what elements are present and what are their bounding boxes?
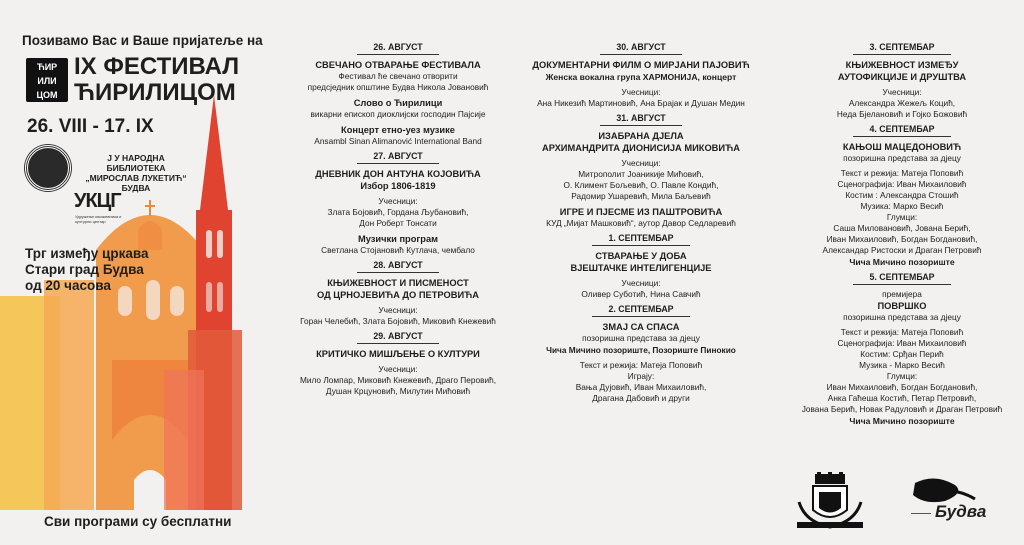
library-line-1: Ј У НАРОДНА БИБЛИОТЕКА [106,153,166,173]
date-header: 30. АВГУСТ [516,42,766,56]
credit-line: Костим: Срђан Перић [860,349,944,359]
cyrillic-festival-logo [26,58,68,102]
event-title: КРИТИЧКО МИШЉЕЊЕ О КУЛТУРИ [316,349,480,359]
credit-line: Александар Ристоски и Драган Петровић [822,245,982,255]
event-description: КУД „Мијат Машковић“, аутор Давор Седларевић [546,218,736,228]
event-title: ДНЕВНИК ДОН АНТУНА КОЈОВИЋА [315,169,481,179]
credit-line: Сценографија: Иван Михаиловић [837,179,967,189]
participants-label: Учесници: [621,278,661,288]
venue-line-3: од 20 часова [25,278,111,293]
credit-line: Саша Милованoвић, Јована Берић, [833,223,971,233]
program-column-3 [782,40,1022,427]
date-header: 1. СЕПТЕМБАР [516,233,766,247]
library-line-3: БУДВА [121,183,151,193]
budva-logo-text: Будва [935,502,987,521]
date-header: 28. АВГУСТ [282,260,514,274]
event-description: викарни епископ диоклијски господин Пајсије [310,109,486,119]
venue-info [25,246,148,294]
credit-line: Иван Михаиловић, Богдан Богдановић, [826,382,978,392]
festival-title [74,54,239,106]
participants: Александра Жежељ Коцић, [848,98,956,108]
event-title: АРХИМАНДРИТА ДИОНИСИЈА МИКОВИЋА [542,143,740,153]
program-column-1 [282,40,514,397]
participants: Митрополит Јоаникије Мићовић, [578,169,704,179]
participants-label: Учесници: [882,87,922,97]
date-header: 26. АВГУСТ [282,42,514,56]
participants: Злата Бојовић, Гордана Љубановић, [327,207,469,217]
event-title: СТВАРАЊЕ У ДОБА [595,251,687,261]
participants-label: Учесници: [378,305,418,315]
credit-line: Текст и режија: Матеја Поповић [840,168,964,178]
participants-label: Учесници: [378,196,418,206]
event-description: позоришна представа за дјецу [843,153,961,163]
event-description: Чича Мичино позориште, Позориште Пинокио [546,345,736,355]
date-header: 4. СЕПТЕМБАР [782,124,1022,138]
cast: Вања Дујовић, Иван Михаиловић, [575,382,707,392]
event-title: ВЈЕШТАЧКЕ ИНТЕЛИГЕНЦИЈЕ [570,263,712,273]
festival-title-line-1: IX ФЕСТИВАЛ [74,53,240,80]
credit-line: Музика: Марко Весић [860,201,944,211]
participants: Душан Крцуновић, Милутин Мићовић [325,386,471,396]
event-description: позоришна представа за дјецу [582,333,700,343]
festival-dates: 26. VIII - 17. IX [27,116,154,137]
event-title: КАЊОШ МАЦЕДОНОВИЋ [842,142,962,152]
theatre-name: Чича Мичино позориште [849,257,955,267]
festival-poster-panel [0,0,268,545]
program-column-2 [516,40,766,404]
event-title: СВЕЧАНО ОТВАРАЊЕ ФЕСТИВАЛА [315,60,481,70]
theatre-name: Чича Мичино позориште [849,416,955,426]
venue-line-2: Стари град Будва [25,262,144,277]
budva-coat-of-arms-icon [795,472,865,530]
participants: Горан Челебић, Злата Бојовић, Миковић Кнежевић [300,316,496,326]
credit-line: Иван Михаиловић, Богдан Богдановић, [826,234,978,244]
participants: Радомир Ушаревић, Мила Баљевић [571,191,711,201]
participants: Оливер Суботић, Нина Савчић [581,289,701,299]
event-title: ОД ЦРНОЈЕВИЋА ДО ПЕТРОВИЋА [316,290,479,300]
credit-line: Сценографија: Иван Михаиловић [837,338,967,348]
participants: О. Климент Бољевић, О. Павле Кондић, [563,180,719,190]
cast-label: Играју: [627,371,655,381]
event-description: позоришна представа за дјецу [843,312,961,322]
event-title: КЊИЖЕВНОСТ И ПИСМЕНОСТ [327,278,469,288]
date-header: 5. СЕПТЕМБАР [782,272,1022,286]
event-title: ЗМАЈ СА СПАСА [602,322,680,332]
director-credit: Текст и режија: Матеја Поповић [579,360,703,370]
credit-line: Јована Берић, Новак Радуловић и Драган Петровић [801,404,1003,414]
ukcg-subtitle: Удружење књижевника и културни центар [75,214,122,224]
credit-line: Глумци: [886,212,918,222]
participants-label: Учесници: [621,158,661,168]
event-description: Фестивал ће свечано отворити [338,71,458,81]
event-subtitle: ИГРЕ И ПЈЕСМЕ ИЗ ПАШТРОВИЋА [559,207,723,217]
credit-line: Музика - Марко Весић [859,360,945,370]
library-line-2: „МИРОСЛАВ ЛУКЕТИЋ“ [85,173,187,183]
participants: Ана Никезић Мартиновић, Ана Брајак и Душан Медин [537,98,745,108]
venue-line-1: Трг између цркава [25,246,149,261]
credit-line: Глумци: [886,371,918,381]
library-seal-icon [25,145,71,191]
ukcg-logo: УКЦГ [74,190,121,212]
cast: Драгана Дабовић и други [592,393,690,403]
participants-label: Учесници: [378,364,418,374]
logo-line-1: ЋИР [36,62,58,72]
event-subtitle: Слово о Ћирилици [353,98,443,108]
credit-line: Анка Гаћеша Костић, Петар Петровић, [827,393,977,403]
event-subtitle: Музички програм [357,234,439,244]
participants: Неда Бјелановић и Гојко Божовић [836,109,968,119]
event-title: ПОВРШКО [877,301,927,311]
date-header: 29. АВГУСТ [282,331,514,345]
date-header: 2. СЕПТЕМБАР [516,304,766,318]
premiere-label: премијера [882,289,922,299]
participants: Дон Роберт Тонсати [359,218,437,228]
event-title: ИЗАБРАНА ДЈЕЛА [598,131,684,141]
free-programs-note: Сви програми су бесплатни [44,514,232,529]
logo-line-3: ЦОМ [36,90,58,100]
date-header: 27. АВГУСТ [282,151,514,165]
event-subtitle: Концерт етно-уез музике [341,125,455,135]
event-title: КЊИЖЕВНОСТ ИЗМЕЂУ [845,60,959,70]
event-description: Ansambl Sinan Alimanović International Band [314,136,482,146]
event-description: предсједник општине Будва Никола Јовановић [307,82,489,92]
participants-label: Учесници: [621,87,661,97]
event-title: Избор 1806-1819 [360,181,436,191]
date-header: 31. АВГУСТ [516,113,766,127]
festival-title-line-2: ЋИРИЛИЦОМ [74,79,236,106]
event-description: Светлана Стојановић Кутлача, чембало [321,245,475,255]
credit-line: Текст и режија: Матеја Поповић [840,327,964,337]
event-title: ДОКУМЕНТАРНИ ФИЛМ О МИРЈАНИ ПАЈОВИЋ [532,60,750,70]
logo-line-2: ИЛИ [37,76,57,86]
event-subtitle: Женска вокална група ХАРМОНИЈА, концерт [545,72,737,82]
invitation-text: Позивамо Вас и Ваше пријатеље на [22,33,263,48]
library-name [77,153,195,193]
date-header: 3. СЕПТЕМБАР [782,42,1022,56]
event-title: АУТОФИКЦИЈЕ И ДРУШТВА [837,72,967,82]
credit-line: Костим : Александра Стошић [845,190,959,200]
participants: Мило Ломпар, Миковић Кнежевић, Драго Перовић, [299,375,497,385]
